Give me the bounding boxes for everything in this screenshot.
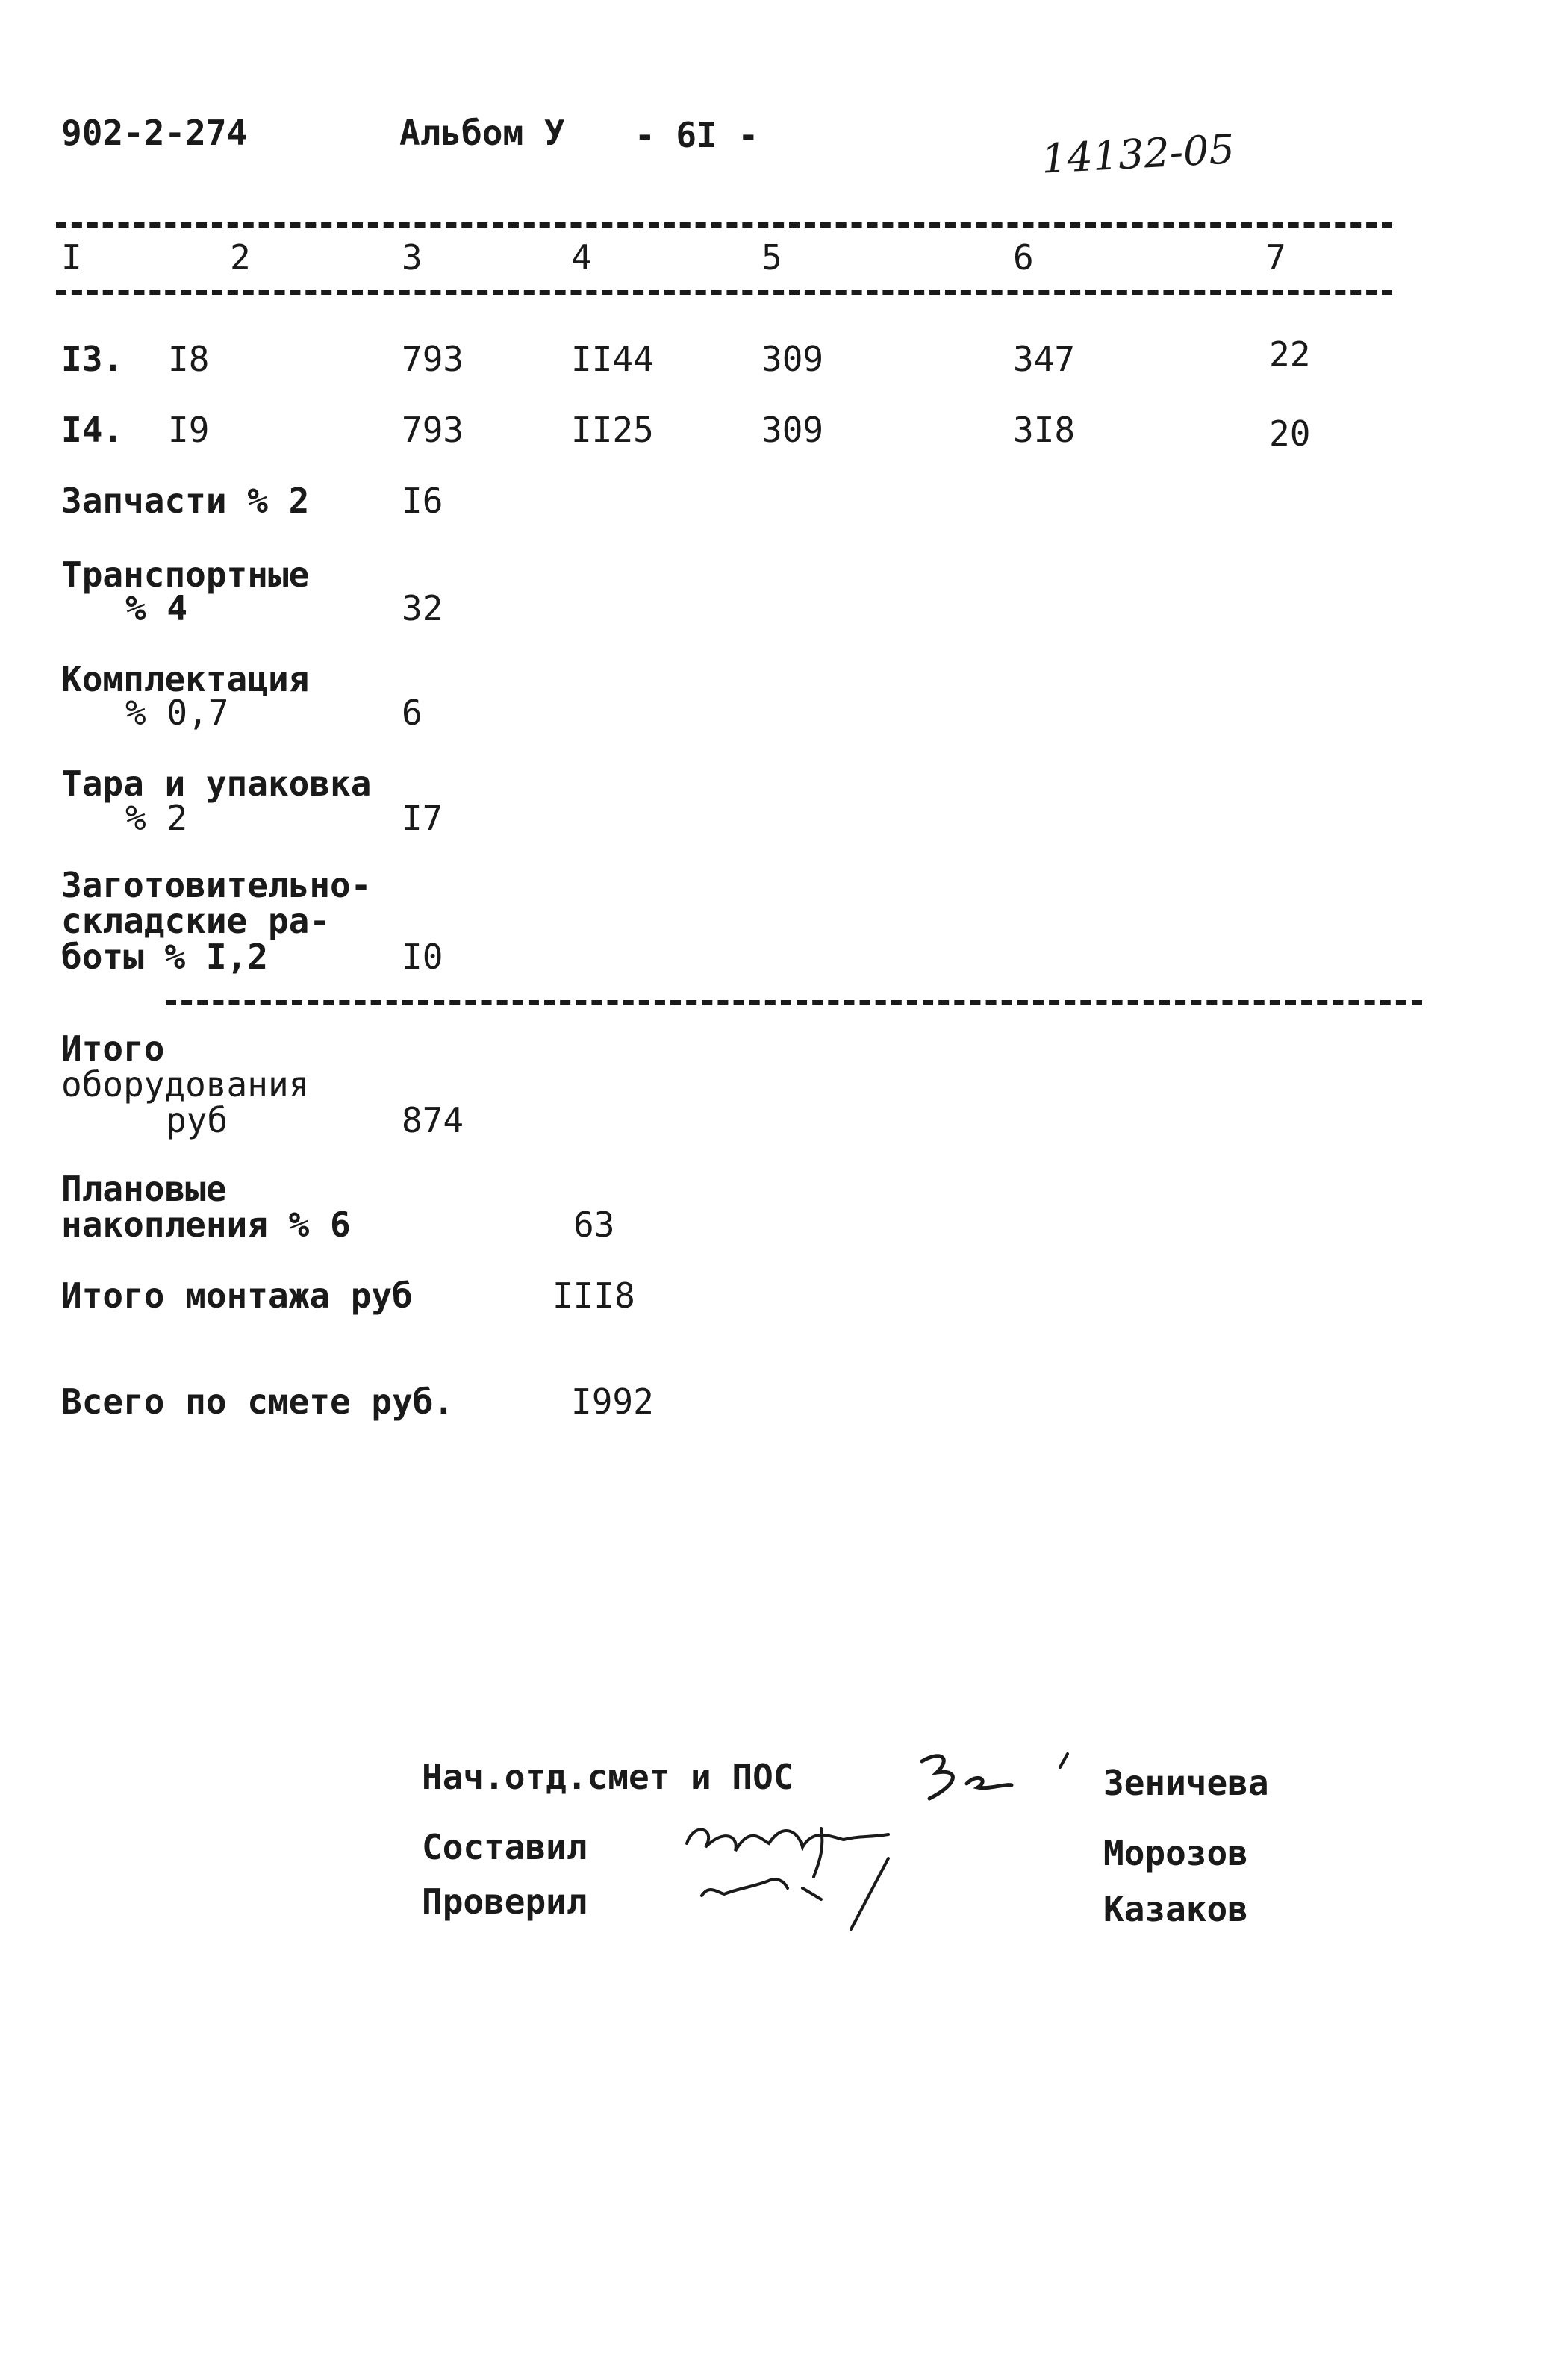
signature-role: Проверил: [422, 1881, 588, 1922]
column-header-5: 5: [761, 237, 782, 278]
signature-name: Зеничева: [1103, 1763, 1269, 1803]
procurement-value: I0: [402, 937, 443, 977]
completion-percent: % 0,7: [125, 693, 229, 733]
column-header-3: 3: [402, 237, 423, 278]
planned-value: 63: [573, 1205, 615, 1245]
column-header-1: I: [61, 237, 82, 278]
equipment-total-value: 874: [402, 1100, 464, 1140]
equipment-total-label-line2: оборудования: [61, 1064, 310, 1105]
grand-total-label: Всего по смете руб.: [61, 1381, 455, 1422]
handwritten-signature: [907, 1739, 1094, 1814]
column-header-2: 2: [230, 237, 251, 278]
packaging-label: Тара и упаковка: [61, 763, 372, 804]
column-header-4: 4: [571, 237, 592, 278]
transport-percent: % 4: [125, 588, 188, 628]
inventory-number: 14132-05: [1040, 125, 1236, 183]
planned-label-line2: накопления % 6: [61, 1205, 351, 1245]
signature-role: Составил: [422, 1827, 588, 1867]
table-cell: II44: [571, 339, 654, 379]
table-rule-top: [56, 222, 1392, 228]
completion-value: 6: [402, 693, 423, 733]
column-header-7: 7: [1265, 237, 1286, 278]
table-rule-header-bottom: [56, 290, 1392, 295]
signature-name: Казаков: [1103, 1889, 1248, 1929]
grand-total-value: I992: [571, 1381, 654, 1422]
installation-total-label: Итого монтажа руб: [61, 1275, 413, 1316]
subtotal-rule: [166, 1000, 1422, 1005]
transport-label: Транспортные: [61, 555, 310, 595]
signature-name: Морозов: [1103, 1833, 1248, 1873]
table-cell: 793: [402, 410, 464, 450]
packaging-percent: % 2: [125, 798, 188, 838]
table-cell: 309: [761, 339, 824, 379]
completion-label: Комплектация: [61, 659, 310, 699]
table-cell: 309: [761, 410, 824, 450]
table-cell: 793: [402, 339, 464, 379]
table-cell: 347: [1013, 339, 1076, 379]
transport-value: 32: [402, 588, 443, 628]
handwritten-signature: [672, 1806, 933, 1940]
doc-code: 902-2-274: [61, 113, 248, 153]
procurement-label: Заготовительно-: [61, 865, 372, 905]
equipment-total-label: Итого: [61, 1028, 165, 1069]
spare-parts-value: I6: [402, 481, 443, 521]
planned-label: Плановые: [61, 1169, 227, 1209]
table-cell: I8: [168, 339, 210, 379]
table-cell: II25: [571, 410, 654, 450]
signature-role: Нач.отд.смет и ПОС: [422, 1757, 794, 1797]
table-cell: 20: [1269, 413, 1311, 454]
page-number: - 6I -: [635, 115, 759, 155]
table-cell: I3.: [61, 339, 124, 379]
packaging-value: I7: [402, 798, 443, 838]
procurement-label-line3: боты % I,2: [61, 937, 268, 977]
table-cell: I4.: [61, 410, 124, 450]
equipment-total-label-line3: руб: [166, 1100, 228, 1140]
installation-total-value: III8: [552, 1275, 635, 1316]
table-cell: I9: [168, 410, 210, 450]
column-header-6: 6: [1013, 237, 1034, 278]
album-title: Альбом У: [399, 113, 565, 153]
spare-parts-label: Запчасти % 2: [61, 481, 310, 521]
table-cell: 3I8: [1013, 410, 1076, 450]
table-cell: 22: [1269, 334, 1311, 375]
procurement-label-line2: складские ра-: [61, 901, 331, 941]
